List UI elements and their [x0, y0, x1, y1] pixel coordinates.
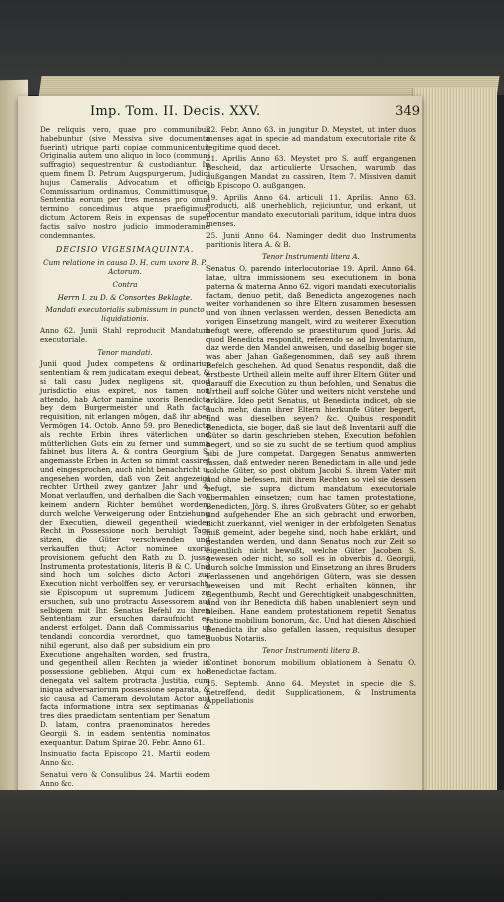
paragraph: Insinuatio facta Episcopo 21. Martii eodem Anno &c. [40, 749, 210, 768]
paragraph: De reliquis vero, quae pro communibus habebuntur (sive Messiva sive documenta fuerint) utrique parti copiae communicentur, Originalia autem uno aliquo in loco (communi suffragio) sequestrentur & custodiantur. In quem finem D. Petrum Augspurgerum, Judici hujus Cameralis Advocatum et officio Commissarium ordinamus, Committimusque. Sententia eorum per tres menses pro omni termino concedimus atque praefigimus, dictum Actorem Reis in expensas de super factis salvo nostro judicio immoderamine condemnantes. [40, 125, 210, 240]
tenor-a-heading: Tenor Instrumenti litera A. [262, 252, 360, 262]
tenor-b-heading: Tenor Instrumenti litera B. [262, 646, 360, 656]
paragraph: Senatui vero & Consulibus 24. Martii eodem Anno &c. [40, 769, 210, 788]
case-title: Cum relatione in causa D. H. cum uxore B. P. Actorum. [43, 258, 207, 276]
paragraph: 22. Febr. Anno 63. in jungitur D. Meystet, ut inter duos menses agat in specie ad mandatum executoriale rite & legitime quod decet. [206, 125, 416, 152]
paragraph: 25. Junii Anno 64. Naminger dedit duo Instrumenta paritionis litera A. & B. [206, 230, 416, 249]
decision-heading: DECISIO VIGESIMAQUINTA. [55, 245, 195, 255]
paragraph: Junii quod Judex competens & ordinarius sententiam & rem judicatam exequi debeat, & si tali casu Judex negligens sit, quod jurisdictio eius expiret, nos tamen non attendo, hab Actor namine uxoris Benedicta bey dem Burgermeister und Rath facta requisition, nit erlangen mögen, daß ihr aber Vermögen 14. Octob. Anno 59. pro Benedicta als rechte Erbin ihres väterlichen und mütterlichen Guts ein zu ferner und summa fabinet bus litera A. & contra Georgium S. angemasste Erben in Acten so nimmt cassiret und eingesprochen, auch nicht benachricht u. angesehen worden, daß von Zeit angezeigt rechter Urtheil zwey gantzer Jahr und 4. Monat verlauffen, und derhalben die Sach vor keinem andern Richter bemühet worden, durch welche Verweigerung oder Entziehung der Executien, dieweil gegentheil wieder Recht in Possessione noch beruhigt Tags sitzen, die Güter verschwenden und verkauffen thut; Actor nominee uxoris provisionem gefucht den Rath zu D. jussa Instrumenta protestationis, literis B & C. Und sind hoch um solches dicto Actori zur Execution nicht verholffen sey, er verursacht, sie Episcopum ut supremum Judicem zu ersuchen, sub uno protractu Assessorem auf selbigem mit Ihr. Senatus Befehl zu ihren Sententiam zur ersuchen daraufnicht es anderst erfolget. Dann daß Commissarius ut tendandi concordia verordnet, quo tamen nihil egerunt, also daß per subsidium ein pro Executione angehalten worden, sed frustra, und gegentheil allen Rechten ja wieder in possessione geblieben. Atqui cum ex hoc denegata vel saltem protracta Justitia, cum iniqua adversariorum possessione separata, & sic causa ad Cameram devolutam Actor aut facta informatione intra sex septimanas & tres dies praedictam sententiam per Senatum D. latam, contra praenominatos heredes Georgii S. in eadem sententia nominatos exequantur. Datum Spirae 20. Febr. Anno 61. [40, 359, 210, 747]
paragraph: 21. Aprilis Anno 63. Meystet pro S. auff ergangenen Bescheid, daz articulierte Ursachen, warumb das außgangen Mandat zu cassiren, Item 7. Missiven damit ab Episcopo O. außgangen. [206, 154, 416, 190]
paragraph: Anno 62. Junii Stahl reproducit Mandatum executoriale. [40, 325, 210, 344]
right-column [206, 126, 416, 709]
background-bottom [0, 790, 504, 902]
paragraph: 19. Aprilis Anno 64. articuli 11. Aprilis. Anno 63. producti, alß unerheblich, rejiciuntur, und erkant, ut docentur mandato executoriali paritum, idque intra duos menses. [206, 192, 416, 228]
running-title: Imp. Tom. II. Decis. XXV. [90, 104, 261, 119]
contra-label: Contra [112, 279, 138, 289]
tenor-heading: Tenor mandati. [97, 347, 153, 357]
mandate-subject: Mandati executorialis submissum in puncto liquidationis. [45, 305, 205, 324]
book-page-block [412, 88, 497, 800]
parties: Herrn I. zu D. & Consortes Beklagte. [57, 292, 193, 302]
paragraph: Continet bonorum mobilium oblationem à Senatu O. Benedictae factam. [206, 658, 416, 677]
paragraph: Senatus O. parendo interlocutoriae 19. April. Anno 64. latae, ultra immissionem seu executionem in bona paterna & materna Anno 62. vigori mandati executorialis factam, denuo petit, daß Benedicta angezogenes nach weiter vorhandenen so ihre Eltern zusammen besessen und von ihnen verlassen werden, dessen Benedicta am vorigen Einsetzung mangelt, wird zu weiterer Execution befugt were, offerendo se praestiturum quod Juris. Ad quod Benedicta respondit, referendo se ad Inventarium, daz werde den Mandel anweisen, und daselbig boger sie was aber Jahan Gaßegenommen, daß sey auß ihrem Befelch geschehen. Ad quod Senatus respondit, daß die erstbeste Urtheil allein melte auff ihrer Eltern Güter und darauff die Execution zu thun befohlen, und Senatus die Urtheil auff solche Güter und weiters nicht verstehe und erkläre. Ideo petit Senatus, ut Benedicta indicet, ob sie auch mehr, dann ihrer Eltern hierkunfe Güter begert, und was dieselben seyen? &c. Quibus respondit Benedicta, sie boger, daß sie laut deß Inventarii auff die Güter so darin geschrieben stehen, Execution befohlen begert, und so sie zu sucht de se tertium quod amplius sibi de Jure competat. Dargegen Senatus anmwerten lassen, daß entweder neren Benedictam in alle und jede solche Güter, so post obitum Jacobi S. ihrem Vater mit und ohne befessen, mit ihrem Rechten so viel sie dessen befugt, sie supra dictum mandatum executoriale abermahlen einsetzen; cum hac tamen protestatione, Benedicten, Jörg. S. ihres Großvaters Güter, so er gehabt und aufgehender Ehe an sich gebracht und erworben, nicht zuerkannt, viel weniger in der erbfolgeten Senatus miß gemeint, ader begehe sind, noch habe erklärt, und gestanden werden, und dann Senatus noch zur Zeit so eigentlich nicht bewußt, welche Güter Jacoben S. gewesen oder nicht, so soll es in obverbis d. Georgii, durch solche Immission und Einsetzung an ihres Bruders verlassenen und angehörigen Gütern, was sie dessen beweisen und mit Recht erhalten können, ihr Gegenthumb, Recht und Gerechtigkeit unabgeschnitten, und von ihr Benedicta diß haben unableniert seyn und bleiben. Hane eandem protestationem repetit Senatus ratione mobilium bonorum, &c. Und hat diesen Abschied Benedicta ihr also gefallen lassen, requisitus desuper duobus Notariis. [206, 264, 416, 643]
page-number: 349 [395, 104, 420, 119]
paragraph: 15. Septemb. Anno 64. Meystet in specie die S. betreffend, dedit Supplicationem, & Instrumenta Appellationis [206, 678, 416, 706]
left-column [40, 126, 210, 792]
